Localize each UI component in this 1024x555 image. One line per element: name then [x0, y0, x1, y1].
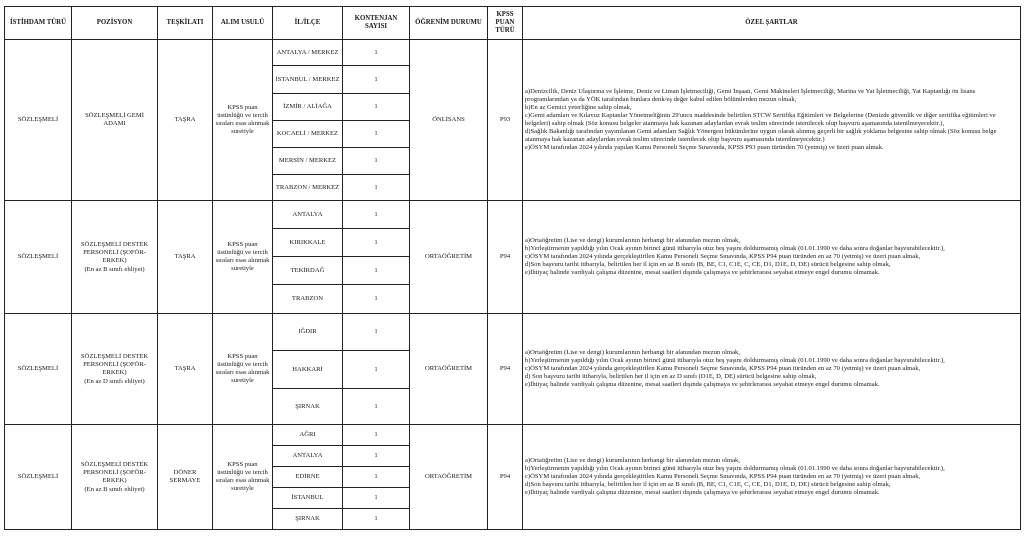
special-condition-item: a)Denizcilik, Deniz Ulaştırma ve İşletme, Deniz ve Liman İşletmeciliği, Gemi İnşaatı, Gemi Makineleri İşletmeciliği, Marina ve Yat İşletmeciliği, Yat Kaptanlığı ön lisans programlarından ya da YÖK tarafından bunlara denk/eş değer kabul edilen bölümlerden mezun olmak,	[525, 88, 976, 103]
header-employment-type: İSTİHDAM TÜRÜ	[5, 7, 72, 40]
special-condition-item: e)İhtiyaç halinde vardiyalı çalışma düzenine, mesai saatleri dışında çalışmaya ve şehirlerarası seyahat etmeye engel durumu olmamak.	[525, 269, 880, 276]
special-conditions-cell	[523, 314, 1021, 425]
header-position: POZİSYON	[72, 7, 158, 40]
header-recruitment-method: ALIM USULÜ	[213, 7, 273, 40]
location-cell	[273, 425, 343, 446]
location-cell	[273, 201, 343, 229]
location-cell	[273, 488, 343, 509]
location-label: TRABZON / MERKEZ	[275, 183, 340, 191]
location-label: KIRIKKALE	[289, 238, 326, 246]
position-line: ERKEK)	[102, 368, 127, 376]
location-label: AĞRI	[299, 431, 316, 438]
location-cell	[273, 94, 343, 121]
position-line: PERSONELİ (ŞOFÖR-	[83, 360, 146, 368]
table-row	[5, 40, 1021, 66]
header-kpss-type: KPSS PUAN TÜRÜ	[488, 7, 523, 40]
location-label: ŞIRNAK	[295, 515, 320, 522]
kpss-type-cell: P94	[488, 201, 523, 314]
organization-cell: TAŞRA	[158, 314, 213, 425]
table-body	[5, 40, 1021, 530]
quota-cell: 1	[343, 148, 410, 175]
special-condition-item: a)Ortaöğretim (Lise ve dengi) kurumlarının herhangi bir alanından mezun olmak,	[525, 237, 740, 244]
quota-cell: 1	[343, 446, 410, 467]
location-cell	[273, 40, 343, 66]
special-condition-item: e)ÖSYM tarafından 2024 yılında yapılan Kamu Personeli Seçme Sınavında, KPSS P93 puan türünden 70 (yetmiş) ve üzeri puan almak.	[525, 144, 884, 151]
location-cell	[273, 351, 343, 389]
position-cell	[72, 425, 158, 530]
license-requirement-note: (En az D sınıfı ehliyet)	[84, 377, 145, 385]
position-line: ERKEK)	[102, 256, 127, 264]
special-condition-item: c)ÖSYM tarafından 2024 yılında gerçekleştirilen Kamu Personeli Seçme Sınavında, KPSS P94 puan türünden en az 70 (yetmiş) ve üzeri puan almak,	[525, 473, 921, 480]
header-education: ÖĞRENİM DURUMU	[410, 7, 488, 40]
quota-cell: 1	[343, 467, 410, 488]
table-header-row	[5, 7, 1021, 40]
location-cell	[273, 257, 343, 285]
quota-cell: 1	[343, 509, 410, 530]
special-condition-item: c)Gemi adamları ve Kılavuz Kaptanlar Yönetmeliğinin 29'uncu maddesinde belirtilen STCW Sertifika Eğitimleri ve Belgelerine (Denizde güvenlik ve diğer sertifika eğitimleri ve belgeleri) sahip olmak (Söz konusu belgeler atanmaya hak kazanan adaylardan evrak teslim sürecinde istenilecek olup başvuru aşamasında istenilmeyecektir.),	[525, 112, 996, 127]
position-line: ADAMI	[103, 120, 126, 127]
special-conditions-cell	[523, 425, 1021, 530]
header-location: İL/İLÇE	[273, 7, 343, 40]
position-line: PERSONELİ (ŞOFÖR-	[83, 248, 146, 256]
position-line: SÖZLEŞMELİ GEMİ	[85, 112, 144, 119]
location-label: İSTANBUL / MERKEZ	[275, 75, 340, 83]
location-cell	[273, 509, 343, 530]
location-label: ANTALYA / MERKEZ	[276, 48, 339, 56]
location-label: TRABZON	[291, 295, 324, 302]
table-row	[5, 314, 1021, 351]
location-cell	[273, 467, 343, 488]
special-condition-item: b)En az Gemici yeterliğine sahip olmak,	[525, 104, 632, 111]
quota-cell: 1	[343, 351, 410, 389]
employment-type-cell: SÖZLEŞMELİ	[5, 40, 72, 201]
table-row	[5, 201, 1021, 229]
organization-cell: TAŞRA	[158, 40, 213, 201]
education-cell: ORTAÖĞRETİM	[410, 314, 488, 425]
special-condition-item: d) Son başvuru tarihi itibarıyla, belirtilen her il için en az D sınıfı (D1E, D, DE) sürücü belgesine sahip olmak,	[525, 373, 817, 380]
quota-cell: 1	[343, 488, 410, 509]
location-cell	[273, 66, 343, 94]
quota-cell: 1	[343, 229, 410, 257]
special-condition-item: e)İhtiyaç halinde vardiyalı çalışma düzenine, mesai saatleri dışında çalışmaya ve şehirlerarası seyahat etmeye engel durumu olmamak.	[525, 489, 880, 496]
location-cell	[273, 229, 343, 257]
license-requirement-note: (En az B sınıfı ehliyet)	[84, 265, 145, 273]
special-condition-item: c)ÖSYM tarafından 2024 yılında gerçekleştirilen Kamu Personeli Seçme Sınavında, KPSS P94 puan türünden en az 70 (yetmiş) ve üzeri puan almak,	[525, 253, 921, 260]
kpss-type-cell: P94	[488, 425, 523, 530]
kpss-type-cell: P93	[488, 40, 523, 201]
quota-cell: 1	[343, 66, 410, 94]
special-condition-item: d)Sağlık Bakanlığı tarafından yayımlanan Gemi adamları Sağlık Yönergesi hükümlerine uygun olarak alınmış geçerli bir sağlık yoklama belgesine sahip olmak (Söz konusu belge atanmaya hak kazanan adaylardan evrak teslim sürecinde istenilecek olup başvuru aşamasında istenilmeyecektir.)	[525, 128, 997, 143]
location-label: HAKKARİ	[292, 365, 323, 373]
header-special-conditions: ÖZEL ŞARTLAR	[523, 7, 1021, 40]
employment-type-cell: SÖZLEŞMELİ	[5, 425, 72, 530]
kpss-type-cell: P94	[488, 314, 523, 425]
location-label: MERSİN / MERKEZ	[278, 157, 337, 164]
quota-cell: 1	[343, 175, 410, 201]
quota-cell: 1	[343, 201, 410, 229]
location-cell	[273, 175, 343, 201]
position-cell	[72, 314, 158, 425]
special-condition-item: d)Son başvuru tarihi itibarıyla, belirtilen her il için en az B sınıfı (B, BE, C1, C1E, C, CE, D1, D1E, D, DE) sürücü belgesine sahip olmak,	[525, 481, 891, 488]
position-cell	[72, 201, 158, 314]
location-cell	[273, 314, 343, 351]
quota-cell: 1	[343, 314, 410, 351]
location-label: KOCAELİ / MERKEZ	[276, 130, 339, 137]
recruitment-method-cell: KPSS puan üstünlüğü ve tercih sıraları esas alınmak suretiyle	[213, 40, 273, 201]
location-label: ANTALYA	[292, 210, 323, 218]
location-label: EDİRNE	[295, 473, 320, 480]
license-requirement-note: (En az B sınıfı ehliyet)	[84, 485, 145, 493]
special-condition-item: a)Ortaöğretim (Lise ve dengi) kurumlarının herhangi bir alanından mezun olmak,	[525, 349, 740, 356]
location-cell	[273, 148, 343, 175]
header-quota: KONTENJAN SAYISI	[343, 7, 410, 40]
location-label: İSTANBUL	[291, 494, 324, 501]
special-condition-item: b)Yerleştirmenin yapıldığı yılın Ocak ayının birinci günü itibarıyla otuz beş yaşını doldurmamış olmak (01.01.1990 ve daha sonra doğanlar başvurabilecektir.),	[525, 245, 945, 252]
location-label: ŞIRNAK	[295, 402, 320, 410]
quota-cell: 1	[343, 389, 410, 425]
location-label: IĞDIR	[298, 328, 317, 335]
employment-type-cell: SÖZLEŞMELİ	[5, 314, 72, 425]
special-conditions-cell	[523, 201, 1021, 314]
staffing-table-sheet	[4, 6, 1020, 530]
employment-type-cell: SÖZLEŞMELİ	[5, 201, 72, 314]
special-condition-item: a)Ortaöğretim (Lise ve dengi) kurumlarının herhangi bir alanından mezun olmak,	[525, 457, 740, 464]
recruitment-method-cell: KPSS puan üstünlüğü ve tercih sıraları esas alınmak suretiyle	[213, 314, 273, 425]
quota-cell: 1	[343, 121, 410, 148]
position-line: PERSONELİ (ŞOFÖR-	[83, 468, 146, 476]
location-cell	[273, 389, 343, 425]
quota-cell: 1	[343, 285, 410, 314]
position-cell	[72, 40, 158, 201]
quota-cell: 1	[343, 257, 410, 285]
position-line: SÖZLEŞMELİ DESTEK	[80, 240, 149, 248]
table-row	[5, 425, 1021, 446]
special-condition-item: e)İhtiyaç halinde vardiyalı çalışma düzenine, mesai saatleri dışında çalışmaya ve şehirlerarası seyahat etmeye engel durumu olmamak.	[525, 381, 880, 388]
position-line: ERKEK)	[102, 476, 127, 484]
organization-cell: TAŞRA	[158, 201, 213, 314]
location-label: TEKİRDAĞ	[290, 266, 325, 274]
staffing-table	[4, 6, 1021, 530]
special-condition-item: c)ÖSYM tarafından 2024 yılında gerçekleştirilen Kamu Personeli Seçme Sınavında, KPSS P94 puan türünden en az 70 (yetmiş) ve üzeri puan almak,	[525, 365, 921, 372]
location-label: İZMİR / ALİAĞA	[283, 103, 332, 110]
position-line: SÖZLEŞMELİ DESTEK	[80, 460, 149, 468]
recruitment-method-cell: KPSS puan üstünlüğü ve tercih sıraları esas alınmak suretiyle	[213, 201, 273, 314]
special-condition-item: d)Son başvuru tarihi itibarıyla, belirtilen her il için en az B sınıfı (B, BE, C1, C1E, C, CE, D1, D1E, D, DE) sürücü belgesine sahip olmak,	[525, 261, 891, 268]
quota-cell: 1	[343, 425, 410, 446]
header-organization: TEŞKİLATI	[158, 7, 213, 40]
education-cell: ORTAÖĞRETİM	[410, 425, 488, 530]
education-cell: ORTAÖĞRETİM	[410, 201, 488, 314]
recruitment-method-cell: KPSS puan üstünlüğü ve tercih sıraları esas alınmak suretiyle	[213, 425, 273, 530]
location-label: ANTALYA	[292, 452, 323, 459]
special-condition-item: b)Yerleştirmenin yapıldığı yılın Ocak ayının birinci günü itibarıyla otuz beş yaşını doldurmamış olmak (01.01.1990 ve daha sonra doğanlar başvurabilecektir.),	[525, 465, 945, 472]
special-conditions-cell	[523, 40, 1021, 201]
location-cell	[273, 446, 343, 467]
organization-cell: DÖNER SERMAYE	[158, 425, 213, 530]
quota-cell: 1	[343, 40, 410, 66]
position-line: SÖZLEŞMELİ DESTEK	[80, 352, 149, 360]
quota-cell: 1	[343, 94, 410, 121]
location-cell	[273, 285, 343, 314]
special-condition-item: b)Yerleştirmenin yapıldığı yılın Ocak ayının birinci günü itibarıyla otuz beş yaşını doldurmamış olmak (01.01.1990 ve daha sonra doğanlar başvurabilecektir.),	[525, 357, 945, 364]
location-cell	[273, 121, 343, 148]
education-cell: ÖNLİSANS	[410, 40, 488, 201]
